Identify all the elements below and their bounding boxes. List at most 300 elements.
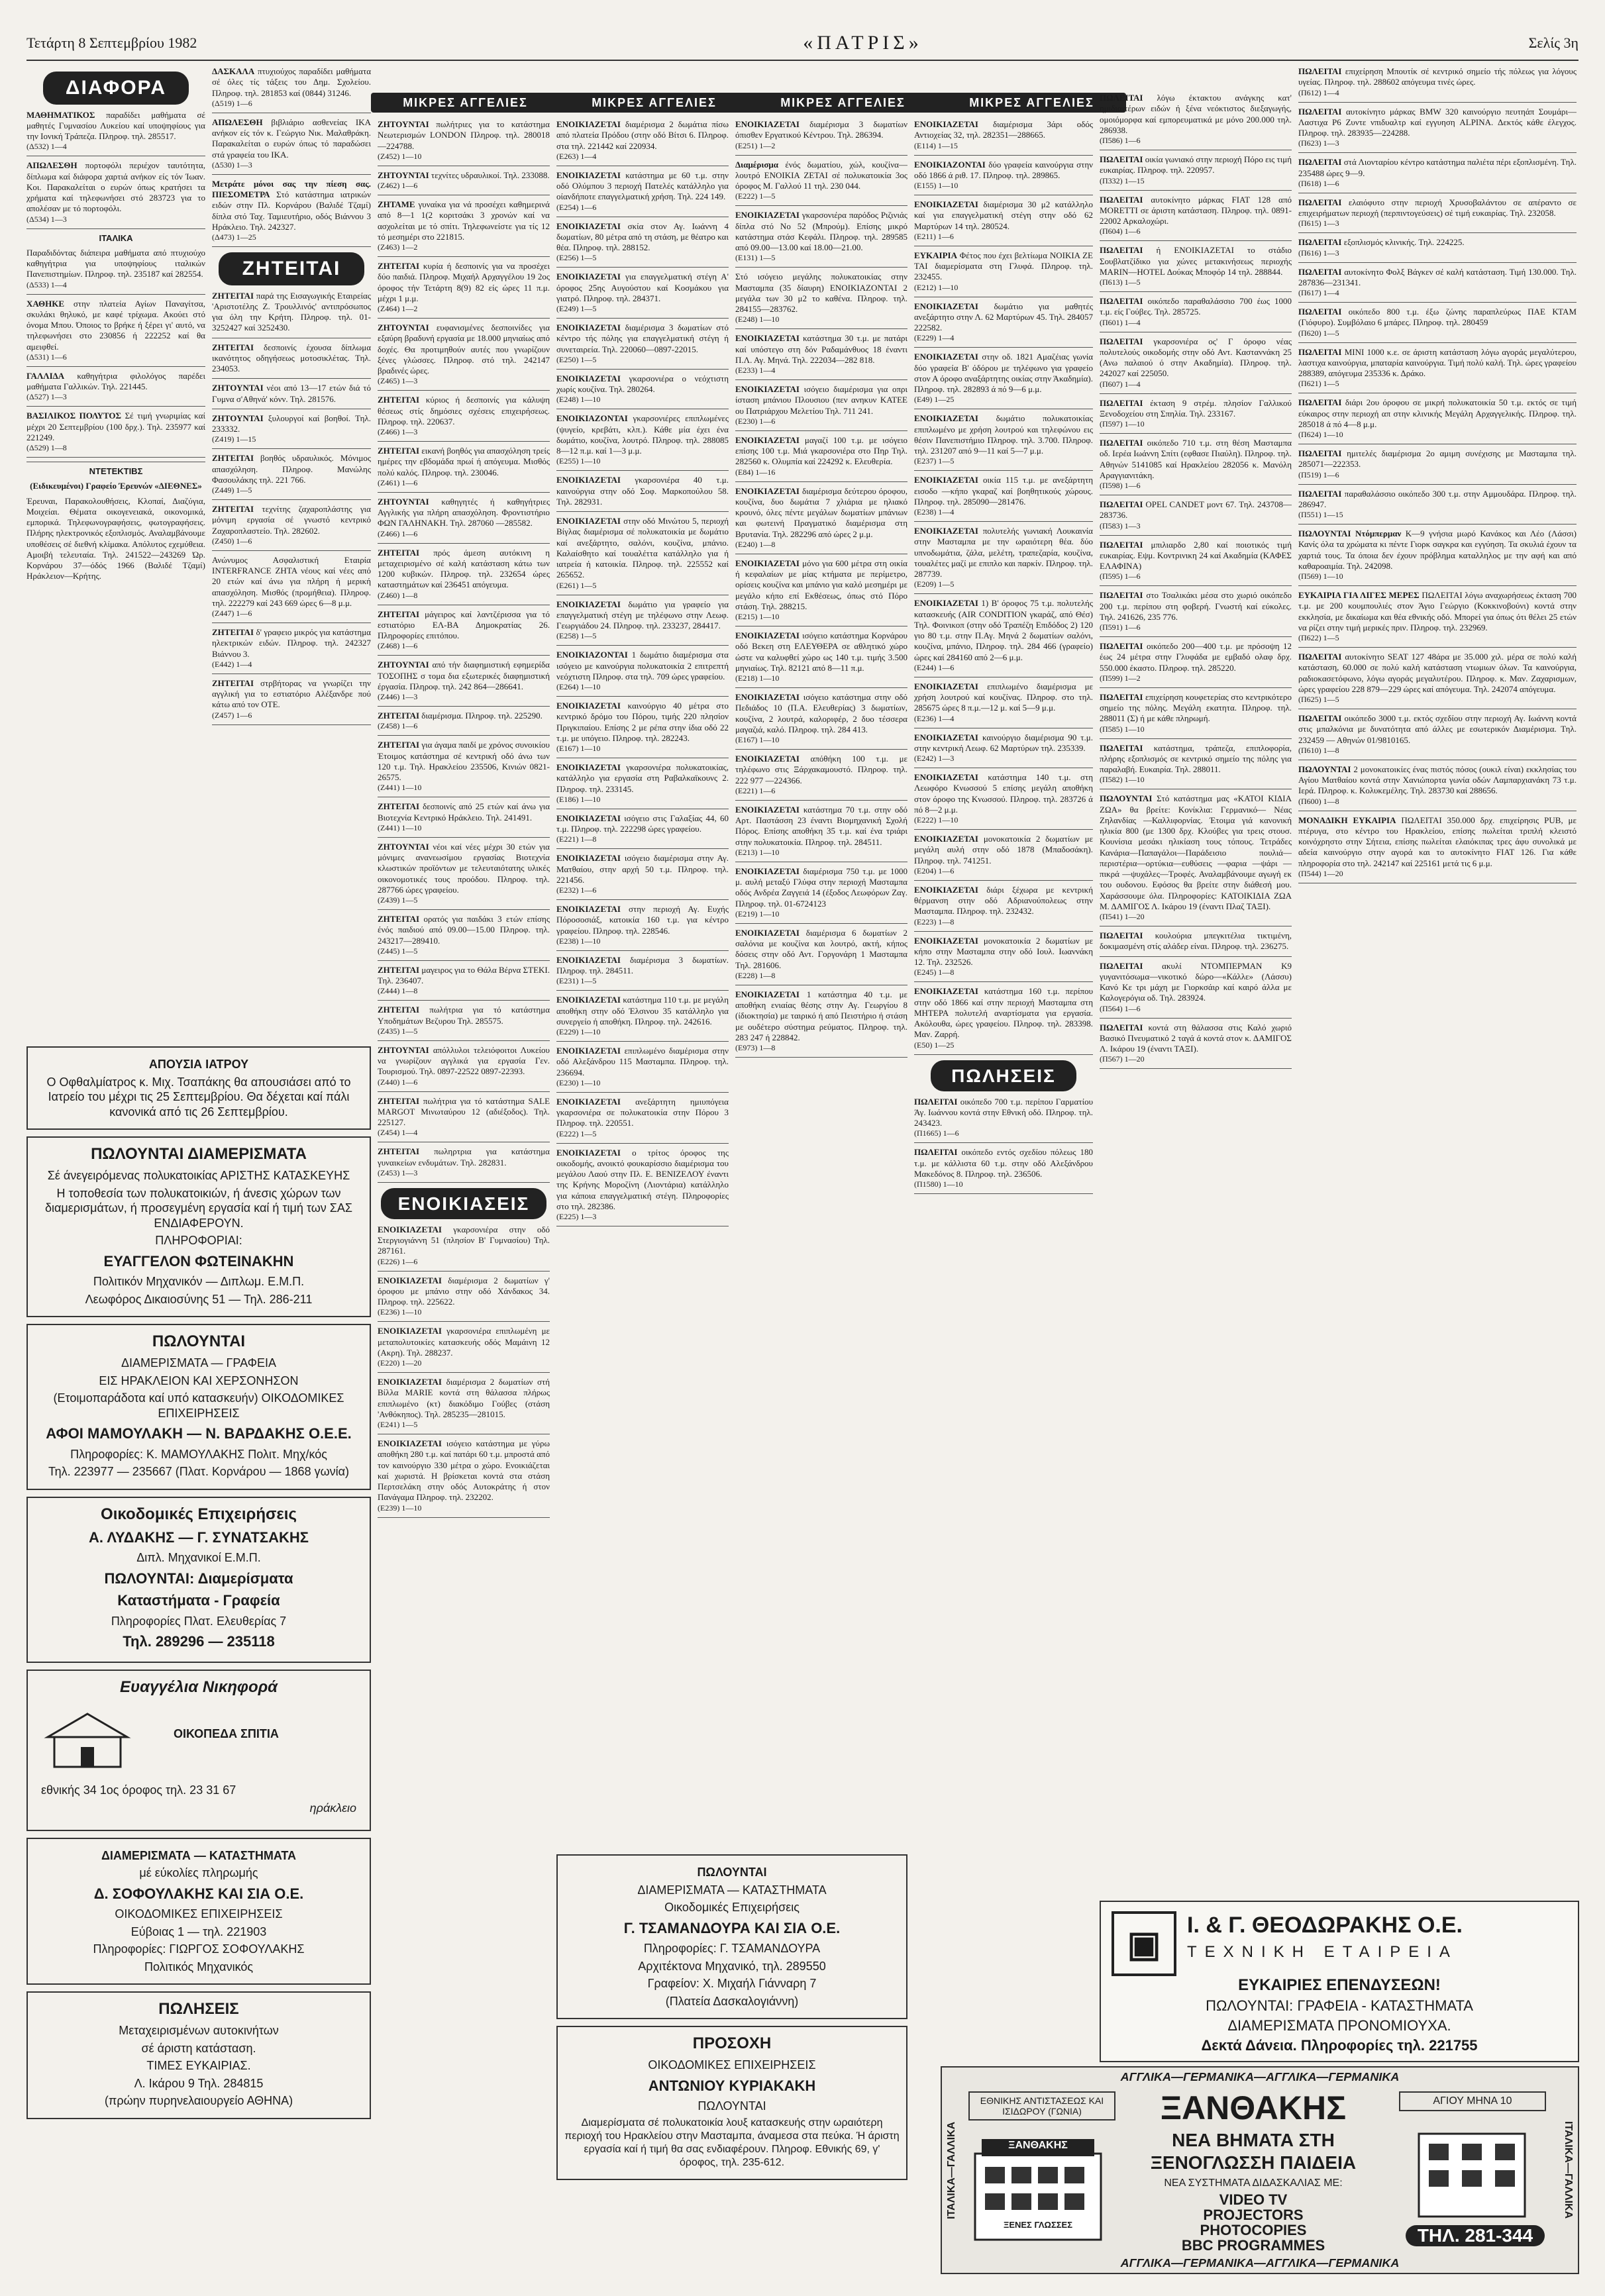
box-line: Τηλ. 289296 — 235118 <box>123 1633 275 1650</box>
classified-ad <box>556 599 729 642</box>
ad-text: κατάστημα 140 τ.μ. στη Λεωφόρο Κνωσσού 5 επίσης μεγάλη αποθήκη στον όροφο της Κνωσσού. Πληροφ. τηλ. 283726 ά πό 8—2 μ.μ. <box>914 772 1093 815</box>
classified-ad <box>914 160 1093 191</box>
ad-code: (Π624) 1—10 <box>1298 430 1343 439</box>
ad-lead: ΕΝΟΙΚΙΑΖΕΤΑΙ <box>378 1377 442 1387</box>
ad-code: (Π332) 1—15 <box>1100 175 1145 185</box>
ad-text: καινούργιο διαμέρισμα 90 τ.μ. στην κεντρική Λεωφ. 62 Μαρτύρων τηλ. 235339. <box>914 732 1093 753</box>
column-5 <box>735 119 907 1841</box>
ad-lead: ΖΗΤΕΙΤΑΙ <box>212 290 254 301</box>
ad-text: γκαρσονιέρα επιπλωμένη με μεταπολυτοικίες κατασκευής οδός Μαμάινη 12 (Ακρη). Τηλ. 288237. <box>378 1326 550 1358</box>
ad-lead: ΖΗΤΕΙΤΑΙ <box>212 453 254 464</box>
ad-lead: ΕΝΟΙΚΙΑΖΕΤΑΙ <box>735 804 800 815</box>
ad-code: (E231) 1—5 <box>556 976 597 986</box>
ad-lead: ΕΝΟΙΚΙΑΖΕΤΑΙ <box>914 598 978 609</box>
ad-text: διαμέρισμα. Πληροφ. τηλ. 225290. <box>421 711 543 721</box>
ad-code: (E236) 1—4 <box>914 713 955 723</box>
ad-text: 1) Β' όροφος 75 τ.μ. πολυτελής κατασκευής (AIR CONDITION γκαράζ, από Θέσ) Τηλ. Φοινικοπ (στην οδό Τραπέζη Επιδόδος 2) 120 γιο 80 τ.μ. στην Π.Αγ. Μηνά 2 δωματίων σαλόνι, κουζίνα, μπάνιο, Πληροφ. τηλ. 284 466 (γραφείο) ώρες καί 284160 από 2—6 μ.μ. <box>914 598 1093 662</box>
box-line: σέ άριστη κατάσταση. <box>141 2041 256 2055</box>
divider <box>914 1142 1093 1143</box>
ad-list <box>26 110 205 229</box>
ad-code: (Π598) 1—6 <box>1100 481 1141 490</box>
ad-code: (Δ530) 1—3 <box>212 160 252 170</box>
ad-text: ακυλί ΝΤΟΜΠΕΡΜΑΝ Κ9 γυγανιτόσωμα—νικοτικό δώρο—«Κάλλε» (Λάσσυ) Κανό Κε τρι μάχη με Γιορκσάιρ καί καιρό άλλα με Καλογερόγια οδ. Τηλ. 283924. <box>1100 960 1292 1003</box>
divider <box>735 481 907 482</box>
classified-ad <box>378 1377 550 1430</box>
classified-ad <box>1100 540 1292 582</box>
address-box: ΑΓΙΟΥ ΜΗΝΑ 10 <box>1399 2091 1546 2111</box>
classified-ad <box>556 853 729 895</box>
ad-line: ΞΕΝΟΓΛΩΣΣΗ ΠΑΙΔΕΙΑ <box>1150 2152 1357 2173</box>
ad-code: (Δ533) 1—4 <box>26 279 67 289</box>
classified-ad <box>1100 195 1292 237</box>
ad-lead: ΖΗΤΕΙΤΑΙ <box>378 914 420 924</box>
ad-text: κατάστημα, τράπεζα, επιπλοφορία, πλήρης εξοπλισμός σε κεντρικό σημείο της πόλης για παραλαβή. Ευκαιρία. Τηλ. 288011. <box>1100 742 1292 774</box>
ad-lead: ΠΩΛΕΙΤΑΙ <box>1100 691 1143 702</box>
building-illustration-icon <box>1406 2121 1538 2220</box>
ad-code: (E236) 1—10 <box>378 1307 422 1317</box>
ad-text: γκαρσονιέρα 40 τ.μ. καινούργια στην οδό Σοφ. Μαρκοπούλου 58. Τηλ. 282931. <box>556 475 729 507</box>
ad-text: ημιτελές διαμέρισμα 2ο αμιμη συνέχισης με Μασταμπα τηλ. 285071—222353. <box>1298 448 1577 470</box>
ad-text: νέοι καί νέες μέχρι 30 ετών για μόνιμες ανανεωσίμου εργασίας Βιοτεχνία κλωστικών προϊόντων με τελευταιότατης υλικές οικονομοτικές τους προόδου. Πληροφ. τηλ. 287766 ώρες γραφείου. <box>378 841 550 895</box>
ad-lead: ΠΩΛΟΥΝΤΑΙ <box>1298 764 1351 774</box>
ad-text: δ' γραφειο μικρός για κατάστημα ηλεκτρικών ειδών. Πληροφ. τηλ. 242327 Βιάννου 3. <box>212 627 371 659</box>
detectives-text: Έρευναι, Παρακολουθήσεις, Κλοπαί, Διαζύγια, Μοιχείαι. Θέματα οικογενειακά, οικονομικά, εμπορικά. Τηλεφωνογραφήσεις, φωτογραφήσεις. Πλήρης ηλεκτρονικός εξοπλισμός. Αναλαμβάνουμε υποθέσεις σέ διεθνή κλίμακα. Απόλυτος εχεμύθεια. Αμοιβή τελευταία. Τηλ. 241522—243269 Ώρ. Κορνάρου 37—όδός 1966 (Βαλιδέ Τζαμί) Ηράκλειον—Κρήτης. <box>26 495 205 581</box>
ad-code: (Π585) 1—10 <box>1100 724 1145 734</box>
divider <box>914 593 1093 594</box>
divider <box>378 492 550 493</box>
company-subtitle: ΤΕΧΝΙΚΗ ΕΤΑΙΡΕΙΑ <box>1187 1943 1458 1961</box>
classified-ad <box>1100 692 1292 734</box>
ad-text: οικόπεδο 800 τ.μ. έξω ζώνης παραπλεύρως ΠΑΕ ΚΤΑΜ (Γιόφυρο). Συμβόλαιο 6 μπάρες. Πληροφ. τηλ. 280459 <box>1298 307 1577 328</box>
divider <box>914 880 1093 881</box>
ad-lead: ΕΝΟΙΚΙΑΖΕΤΑΙ <box>914 986 978 997</box>
ad-text: ισόγειο διαμέρισμα για οπρι ίσταση μπάνιου Πλουσιου (πεν ανηκυν ΚΑΤΕΕ ου Πατριάρχου Μελετίου Τηλ. 711 241. <box>735 384 907 416</box>
divider <box>1100 240 1292 241</box>
ad-code: (E212) 1—10 <box>914 282 958 292</box>
ad-theodorakis <box>1100 1901 1579 2062</box>
ad-lead: ΖΗΤΟΥΝΤΑΙ <box>378 496 429 507</box>
ad-lead: ΠΩΛΟΥΝΤΑΙ <box>1100 793 1153 804</box>
box-title: ΠΩΛΟΥΝΤΑΙ ΔΙΑΜΕΡΙΣΜΑΤΑ <box>91 1145 307 1163</box>
classified-ad <box>735 384 907 426</box>
ad-code: (E213) 1—10 <box>735 847 780 857</box>
divider <box>1298 342 1577 343</box>
box-line: Καταστήματα - Γραφεία <box>117 1592 280 1609</box>
ad-code: (E226) 1—6 <box>378 1256 418 1266</box>
ad-lead: ΕΝΟΙΚΙΑΖΕΤΑΙ <box>735 210 800 221</box>
ad-text: ευφανισμένες δεσποινίδες για εξαύρη βραδυνή εργασία με 18.000 μηνιαίως από δοχές. Θα προτιμηθούν αυτές που γνωρίζουν ξένες γλώσσες. Πληροφ. στό τηλ. 242147 βραδινές ώρες. <box>378 323 550 375</box>
ad-text: παραδίδει μαθήματα σέ μαθητές Γυμνασίου Λυκείου καί υποψηφίους για την Ιονική Τράπεζα. Πληροφ. τηλ. 285517. <box>26 109 205 141</box>
ad-text: διαμέρισμα 3 δωματίων. Πληροφ. τηλ. 284511. <box>556 954 729 975</box>
divider <box>1100 738 1292 739</box>
ad-line: ΠΩΛΟΥΝΤΑΙ: ΓΡΑΦΕΙΑ - ΚΑΤΑΣΤΗΜΑΤΑ <box>1206 1997 1473 2014</box>
ad-code: (E232) 1—6 <box>556 885 597 895</box>
ad-code: (Π616) 1—3 <box>1298 248 1339 258</box>
ad-text: ορατός για παιδάκι 3 ετών επίσης ένός παιδιού από 09.00—15.00 Πληροφ. τηλ. 243217—289410. <box>378 914 550 946</box>
ad-text: οικόπεδο εντός σχεδίου πόλεως 180 τ.μ. με κάλλιστα 60 τ.μ. στην οδό Αλεξάνδρου Μακεδόνος 8. Πληροφ. τηλ. 236506. <box>914 1147 1093 1179</box>
ad-box-sofoulakis <box>26 1838 371 1985</box>
ad-text: καινούργιο 40 μέτρα στο κεντρικό δρόμο του Πόρου, τιμής 220 πλησίον Πριγκιπαίου. Επίσης 2 με ρέπα στην ίδια οδό 22 τ.μ. με υπόγειο. Πληροφ. τηλ. 282243. <box>556 701 729 743</box>
divider <box>556 1041 729 1042</box>
divider <box>378 909 550 910</box>
ad-text: μονοκατοικία 2 δωματίων με μεγάλη αυλή στην οδό 1878 (Μπαδοσάκη). Πληροφ. τηλ. 741251. <box>914 834 1093 866</box>
ad-code: (E245) 1—8 <box>914 968 955 977</box>
ad-text: αυτοκίνητο μάρκας FIAT 128 από MORETTI σε άριστη κατάσταση. Πληροφ. τηλ. 0891-22002 Αρκαλοχώρι. <box>1100 194 1292 226</box>
classified-ad <box>735 435 907 477</box>
building-sign-text: ΞΕΝΕΣ ΓΛΩΣΣΕΣ <box>1003 2220 1073 2230</box>
page-header <box>26 26 1579 61</box>
ad-code: (E222) 1—5 <box>556 1128 597 1138</box>
classified-ad <box>735 692 907 745</box>
strip-label: ΜΙΚΡΕΣ ΑΓΓΕΛΙΕΣ <box>780 95 906 109</box>
ad-text: στρβήτορας να γνωρίζει την αγγλική για το εστιατόριο Αλέξανδρε πού κάτω από τον ΟΤΕ. <box>212 677 371 710</box>
ad-code: (Z466) 1—6 <box>378 528 418 538</box>
ad-lead: ΓΑΛΛΙΔΑ <box>26 370 65 381</box>
ad-code: (E230) 1—10 <box>556 1077 601 1087</box>
ad-text: αυτοκίνητο μάρκας BMW 320 καινούργιο πευτηάπ Σουμάρι—Λαστιχα Ρ6 Ζυντε νπιδυαλτρ καί εγγυηση ALPINA. Δεκτός κάθε έλεγχος. Πληροφ. τηλ. 283935—224288. <box>1298 106 1577 138</box>
divider <box>378 318 550 319</box>
ad-code: (Π615) 1—3 <box>1298 219 1339 228</box>
ad-code: (Π551) 1—15 <box>1298 510 1343 519</box>
ad-lead: ΕΝΟΙΚΙΑΖΕΤΑΙ <box>556 170 621 180</box>
building-sign-text: ΞΑΝΘΑΚΗΣ <box>1008 2140 1068 2151</box>
classified-ad <box>1100 961 1292 1014</box>
divider <box>914 155 1093 156</box>
divider <box>914 470 1093 471</box>
classified-ad <box>212 342 371 375</box>
classified-ad <box>556 955 729 987</box>
ad-code: (E50) 1—25 <box>914 1040 955 1050</box>
column-2 <box>212 66 371 1033</box>
ad-code: (Π621) 1—5 <box>1298 379 1339 389</box>
classified-ad <box>914 986 1093 1050</box>
ad-code: (Δ529) 1—8 <box>26 443 67 452</box>
classified-ad <box>735 989 907 1053</box>
ad-text: Στό ισόγειο μεγάλης πολυκατοικίας στην Μασταμπα (35 δίαυρη) ΕΝΟΙΚΙΑΖΟΝΤΑΙ 2 μεγάλα των 30 μ2 το καθένα. Πληροφ. τηλ. 284155—283762. <box>735 272 907 314</box>
box-line: ΠΩΛΟΥΝΤΑΙ <box>698 2099 766 2113</box>
ad-lead: ΕΝΟΙΚΙΑΖΕΤΑΙ <box>914 199 978 209</box>
classified-ad <box>212 179 371 242</box>
ad-lead: ΕΝΟΙΚΙΑΖΕΤΑΙ <box>735 485 800 496</box>
box-line: Λ. Ικάρου 9 Τηλ. 284815 <box>134 2076 264 2090</box>
ad-box-poliseis <box>26 1991 371 2119</box>
box-line: Α. ΛΥΔΑΚΗΣ — Γ. ΣΥΝΑΤΣΑΚΗΣ <box>89 1528 309 1546</box>
ad-lead: ΖΗΤΕΙΤΑΙ <box>378 740 420 750</box>
classified-ad <box>556 323 729 365</box>
classified-ad <box>1100 398 1292 430</box>
ad-code: (Z458) 1—6 <box>378 721 418 731</box>
divider <box>212 448 371 449</box>
ad-lead: ΠΩΛΕΙΤΑΙ <box>1298 346 1342 357</box>
ad-text: πωληρτρια για κατάστημα γυναικείων ενδυμάτων. Τηλ. 282831. <box>378 1146 550 1168</box>
ad-lead: ΖΗΤΕΙΤΑΙ <box>378 1095 420 1106</box>
ad-list-features <box>1121 2192 1386 2253</box>
classified-ad <box>378 1438 550 1513</box>
ad-lead: ΕΝΟΙΚΙΑΖΕΤΑΙ <box>735 119 800 129</box>
ad-text: ελαιόφυτο στην περιοχή Χρυσοβαλάντου σε απέραντο σε επιχειρήματων περιοχή (περπιντογεύσεις) σέ τιμή ευκαιρίας. Τηλ. 232058. <box>1298 197 1577 218</box>
ad-text: δωμάτιο πολυκατοικίας επιπλωμένο με χρήση λουτρού και τηλεφώνου εις θέσιν Πανεπιστήμιο Πληροφ. τηλ. 3.700. Πληροφ. τηλ. 231207 από 9—11 καί 5—7 μ.μ. <box>914 413 1093 456</box>
ad-text: στην οδό Μινώτου 5, περιοχή Βίγλας διαμέρισμα σέ πολυκατοικία με δωμάτιο καί ανεξάρτητο, σαλόνι, κουζίνα, μπάνιο. Καλαίσθητο καί τουαλέττα κατάλληλο για ή ιατρεία ή κατοικία. Πληροφ. τηλ. 225552 καί 265652. <box>556 516 729 580</box>
ad-code: (Δ534) 1—3 <box>26 214 67 224</box>
ad-text: γκαρσονιέρα στην οδό Στεργιογιάννη 51 (πλησίον Β' Γυμνασίου) Τηλ. 287161. <box>378 1224 550 1256</box>
ad-text: κατάστημα 110 τ.μ. με μεγάλη αποθήκη στην οδό Έλσινου 35 κατάλληλο για συνεργείο ή αποθήκη. Πληροφ. τηλ. 242616. <box>556 995 729 1026</box>
divider <box>1100 956 1292 957</box>
ad-lead: ΖΗΤΟΥΝΤΑΙ <box>378 841 429 852</box>
ad-lead: ΖΗΤΕΙΤΑΙ <box>212 677 254 688</box>
ad-text: παραθαλάσσιο οικόπεδο 300 τ.μ. στην Αμμουδάρα. Πληροφ. τηλ. 286947. <box>1298 488 1577 509</box>
ad-text: διαμέρισμα δεύτερου όροφου, κουζίνα, δυο δωμάτια 7 χλιάρια με ηλιακό κρουνό, όλες πέντε μεγάλων δωματίων μπάνιων και φωτεινή Πραγματικό διαμέρισμα στη Βρυτανία. Τηλ. 282296 από ώρες 2 μ.μ. <box>735 485 907 539</box>
ad-lead: ΠΩΛΕΙΤΑΙ <box>1100 641 1143 651</box>
building-drawing-icon <box>1406 2121 1538 2220</box>
column-4-5-lower <box>556 1848 907 2271</box>
ad-lead: ΖΗΤΕΙΤΑΙ <box>212 504 254 514</box>
box-line: Σέ άνεγειρόμενας πολυκατοικίας ΑΡΙΣΤΗΣ ΚΑΤΑΣΚΕΥΗΣ <box>47 1169 350 1182</box>
strip-label: ΜΙΚΡΕΣ ΑΓΓΕΛΙΕΣ <box>592 95 717 109</box>
ad-code: (E221) 1—8 <box>556 834 597 844</box>
classified-ad <box>1298 652 1577 705</box>
section-banner-diafora: ΔΙΑΦΟΡΑ <box>43 72 189 105</box>
doctor-absence-box <box>26 1046 371 1130</box>
classified-ad <box>1100 590 1292 632</box>
issue-date: Τετάρτη 8 Σεπτεμβρίου 1982 <box>26 34 197 51</box>
ad-code: (Π597) 1—10 <box>1100 419 1145 428</box>
divider <box>1100 291 1292 292</box>
divider <box>26 228 205 229</box>
ad-text: διαμέρισμα 3άρι οδός Αντιοχείας 32, τηλ. 282351—288665. <box>914 119 1093 140</box>
box-line: ΠΛΗΡΟΦΟΡΙΑΙ: <box>155 1234 242 1247</box>
classified-ad <box>378 261 550 314</box>
ad-text: μπιλιαρδο 2,80 καί ποιοτικός τιμή ευκαιρίας. Εψμ. Κοντρινικη 24 καί Ακαδημία (ΚΑΦΕΣ ΕΛΑΦΙΝΑ) <box>1100 539 1292 571</box>
section-banner-zhteitai: ΖΗΤΕΙΤΑΙ <box>219 252 364 285</box>
classified-ad <box>1298 713 1577 756</box>
ad-code: (Π601) 1—4 <box>1100 317 1141 327</box>
ad-box-fotinaki <box>26 1136 371 1317</box>
ad-code: (E220) 1—20 <box>378 1358 422 1368</box>
divider <box>212 499 371 500</box>
ad-list <box>212 291 371 725</box>
ad-lead: ΧΑΘΗΚΕ <box>26 298 65 309</box>
classified-ad <box>378 609 550 652</box>
column-3 <box>378 119 550 2271</box>
box-line: ΔΙΑΜΕΡΙΣΜΑΤΑ — ΚΑΤΑΣΤΗΜΑΤΑ <box>637 1883 827 1897</box>
ad-text: κυρία ή δεσποινίς για να προσέχει δύο παιδιά. Πληροφ. Μιχαήλ Αρχαγγέλου 19 2ος όροφος τήν Τετάρτη 8(9) 82 είς ώρες 11 π.μ. μέχρι 1 μ.μ. <box>378 261 550 303</box>
ad-text: πωλήτρια για τό κατάστημα Υποδημάτων Βεζυρου Τηλ. 285575. <box>378 1005 550 1026</box>
classified-ad <box>212 504 371 546</box>
box-line: Οικοδομικές Επιχειρήσεις <box>664 1901 800 1914</box>
divider <box>556 645 729 646</box>
divider <box>378 837 550 838</box>
ad-box-kyriakaki <box>556 2026 907 2180</box>
ad-code: (E49) 1—25 <box>914 395 955 405</box>
ad-code: (Z457) 1—6 <box>212 710 252 720</box>
ad-code: (Π607) 1—4 <box>1100 379 1141 389</box>
classified-ad <box>212 453 371 495</box>
ad-line: ΝΕΑ ΣΥΣΤΗΜΑΤΑ ΔΙΔΑΣΚΑΛΙΑΣ ΜΕ: <box>1164 2177 1343 2189</box>
divider <box>556 318 729 319</box>
divider <box>378 1091 550 1092</box>
classified-ad <box>378 170 550 191</box>
ad-text: κατάστημα με 60 τ.μ. στην οδό Ολύμπου 3 περιοχή Πατελές κατάλληλο για οίανδήποτε επαγγελματική χρήση. Τηλ. 224 149. <box>556 170 729 202</box>
classified-ad <box>1298 107 1577 149</box>
ad-lead: ΑΠΩΛΕΣΘΗ <box>212 117 263 127</box>
ad-line: ΔΙΑΜΕΡΙΣΜΑΤΑ ΠΡΟΝΟΜΙΟΥΧΑ. <box>1227 2017 1451 2034</box>
classified-ad <box>212 555 371 619</box>
ad-line: ΝΕΑ ΒΗΜΑΤΑ ΣΤΗ <box>1172 2130 1335 2150</box>
ad-code: (E228) 1—8 <box>735 970 776 980</box>
ad-code: (E84) 1—16 <box>735 467 776 477</box>
ad-lead: ΕΝΟΙΚΙΑΖΕΤΑΙ <box>556 516 621 526</box>
divider <box>735 267 907 268</box>
box-line: Τηλ. 223977 — 235667 (Πλατ. Κορνάρου — 1868 γωνία) <box>48 1465 350 1478</box>
classified-ad <box>212 117 371 170</box>
ad-lead: ΕΝΟΙΚΙΑΖΕΤΑΙ <box>914 475 978 485</box>
ad-lead: ΖΗΤΟΥΝΤΑΙ <box>378 323 429 332</box>
ad-code: (Π541) 1—20 <box>1100 912 1145 921</box>
box-name: ΑΝΤΩΝΙΟΥ ΚΥΡΙΑΚΑΚΗ <box>648 2077 816 2094</box>
ad-lead: ΕΝΟΙΚΙΑΖΕΤΑΙ <box>556 221 621 231</box>
ad-code: (E229) 1—4 <box>914 333 955 343</box>
ad-code: (Z465) 1—3 <box>378 376 418 386</box>
divider <box>556 470 729 471</box>
detectives-title: ΝΤΕΤΕΚΤΙΒΣ <box>89 466 143 476</box>
box-line: εθνικής 34 1ος όροφος τηλ. 23 31 67 <box>41 1783 236 1797</box>
divider <box>1100 535 1292 536</box>
ad-code: (E167) 1—10 <box>735 735 780 744</box>
divider <box>914 829 1093 830</box>
divider <box>378 441 550 442</box>
classified-ad <box>212 66 371 109</box>
ad-code: (Π599) 1—2 <box>1100 673 1141 683</box>
ad-text: ένός δωματίου, χώλ, κουζίνα—λουτρό ΕΝΟΙΚΙΑ ΖΕΤΑΙ σέ πολυκατοικία 3ος όροφος Μ. Γαλλού 11 τηλ. 230 044. <box>735 159 907 191</box>
ad-lead: ΕΝΟΙΚΙΑΖΕΤΑΙ <box>556 1096 621 1107</box>
classified-ad <box>556 762 729 805</box>
divider <box>914 521 1093 522</box>
ad-text: δεσποινίς από 25 ετών καί άνω για Βιοτεχνία Κεντρικό Ηράκλειο. Τηλ. 241491. <box>378 801 550 823</box>
ad-code: (Π595) 1—6 <box>1100 572 1141 581</box>
ad-lead: ΖΗΤΟΥΝΤΑΙ <box>378 660 429 670</box>
ad-code: (Z440) 1—6 <box>378 1077 418 1087</box>
ad-code: (E186) 1—10 <box>556 794 601 804</box>
ad-text: δύο γραφεία καινούργια στην οδό 1866 ά ριθ. 17. Πληροφ. τηλ. 289865. <box>914 159 1093 180</box>
section-banner-enoikiaseis: ΕΝΟΙΚΙΑΣΕΙΣ <box>381 1188 546 1219</box>
ad-lead: ΕΝΟΙΚΙΑΖΕΤΑΙ <box>556 853 621 864</box>
ad-lead: ΠΩΛΕΙΤΑΙ <box>1100 1022 1143 1032</box>
classified-ad <box>378 446 550 488</box>
ad-code: (Π569) 1—10 <box>1298 572 1343 581</box>
ad-code: (Π618) 1—6 <box>1298 178 1339 188</box>
ad-text: παρά της Εισαγωγικής Εταιρείας 'Αριστοτέλης Ζ. Τρουλλινός' αντιπρόσωπος για όλη την Κρήτη. Πληροφ. τηλ. 01-3252427 καί 3252430. <box>212 290 371 333</box>
classified-ad <box>556 516 729 591</box>
box-line: Πληροφορίες: Κ. ΜΑΜΟΥΛΑΚΗΣ Πολιτ. Μηχ/κός <box>70 1447 327 1461</box>
divider <box>1298 647 1577 648</box>
box-line: ΟΙΚΟΠΕΔΑ ΣΠΙΤΙΑ <box>174 1726 279 1740</box>
ad-lead: ΕΝΟΙΚΙΑΖΕΤΑΙ <box>914 772 978 782</box>
classified-ad <box>914 413 1093 466</box>
frame-text-bottom: ΑΓΓΛΙΚΑ—ΓΕΡΜΑΝΙΚΑ—ΑΓΓΛΙΚΑ—ΓΕΡΜΑΝΙΚΑ <box>1120 2256 1400 2270</box>
ad-text: γκαρσονιέρα παρόδος Ριζινιάς δίπλα στό Νο 52 (Μπρούμ). Επίσης μικρό κατάστημα στάσ Κεφάλι. Πληροφ. τηλ. 289585 από 09.00—13.00 καί 18.00—21.00. <box>735 210 907 252</box>
ad-text: ΠΩΛΕΙΤΑΙ λόγω αναχωρήσεως έκταση 700 τ.μ. με 200 κουμπουλιές στον Άγιο Γεώργιο (Κοκκινοβούνι) κοντά στην εκκλησία, με δικαίωμα και θέα εθνικής οδό. Μπορεί για όπως ότι θέλει 25 ετών να ρίζει στην τιμή μερικές πριν. Πληροφ. τηλ. 232969. <box>1298 590 1577 632</box>
ad-lead: ΕΝΟΙΚΙΑΖΕΤΑΙ <box>914 526 978 536</box>
classified-ad <box>1298 347 1577 389</box>
ad-lead: ΠΩΛΕΙΤΑΙ <box>1100 397 1143 408</box>
ad-lead: ΕΝΟΙΚΙΑΖΕΤΑΙ <box>556 701 621 711</box>
ad-text: επιχείρηση Μπουτίκ σέ κεντρικό σημείο τής πόλεως για λόγους υγείας. Πληροφ. τηλ. 288602 απόγευμα τινές ώρες. <box>1298 66 1577 87</box>
classified-ad <box>1100 438 1292 491</box>
ad-text: μονοκατοικία 2 δωματίων με κήπο στην Μασταμπα στην οδό Ιουλ. Ιωαννάκη 12. Τηλ. 232526. <box>914 935 1093 967</box>
box-line: Διπλ. Μηχανικοί Ε.Μ.Π. <box>136 1551 261 1564</box>
ad-lead: ΖΗΤΟΥΝΤΑΙ <box>378 170 429 180</box>
divider <box>1298 484 1577 485</box>
ad-text: οικόπεδο 700 τ.μ. περίπου Γαρματίου Άγ. Ιωάννου κοντά στην Εθνική οδό. Πληροφ. τηλ. 243423. <box>914 1096 1093 1128</box>
box-line: Πληροφορίες: ΓΙΩΡΓΟΣ ΣΟΦΟΥΛΑΚΗΣ <box>93 1942 305 1956</box>
classified-ad <box>914 772 1093 825</box>
ad-lead: ΠΩΛΕΙΤΑΙ <box>1298 488 1342 499</box>
ad-lead: ΕΝΟΙΚΙΑΖΕΤΑΙ <box>735 434 800 445</box>
classified-ad <box>378 1326 550 1368</box>
divider <box>378 1182 550 1183</box>
ad-text: MINI 1000 κ.ε. σε άριστη κατάσταση λόγω αγοράς μεγαλύτερου, λαστιχα καινούργια, μπαταρία καινούργια. Τιμή πολύ καλή. Τηλ. ώρες γραφείου 288389, απόγευμα 235336 κ. Δράκο. <box>1298 346 1577 378</box>
divider <box>735 1057 907 1058</box>
ad-text: οικόπεδο 200—400 τ.μ. με πρόσοψη 12 έως 24 μέτρα στην Γλυφάδα με εμβαδό ολαφ δρχ. 550.000 έκαστο. Πληροφ. τηλ. 285220. <box>1100 641 1292 673</box>
ad-lead: ΠΩΛΕΙΤΑΙ <box>1298 307 1342 317</box>
ad-code: (E249) 1—5 <box>556 304 597 313</box>
section-title-italika: ΙΤΑΛΙΚΑ <box>99 232 133 243</box>
ad-code: (E263) 1—4 <box>556 151 597 161</box>
newspaper-masthead: «ΠΑΤΡΙΣ» <box>803 32 923 54</box>
ad-lead: ΔΑΣΚΑΛΑ <box>212 66 255 76</box>
ad-code: (Π1665) 1—6 <box>914 1128 959 1138</box>
ad-code: (E131) 1—5 <box>735 253 776 263</box>
divider <box>735 687 907 688</box>
ad-code: (Π586) 1—6 <box>1100 136 1141 145</box>
classified-ad <box>1298 267 1577 299</box>
box-line: (Πλατεία Δασκαλογιάννη) <box>665 1994 799 2008</box>
divider <box>1100 1018 1292 1019</box>
ad-code: (E238) 1—4 <box>914 507 955 517</box>
divider <box>556 848 729 849</box>
divider <box>556 1092 729 1093</box>
ad-lead: ΠΩΛΕΙΤΑΙ <box>1298 157 1342 168</box>
feature-item: BBC PROGRAMMES <box>1181 2237 1325 2254</box>
ad-code: (Z462) 1—6 <box>378 181 418 190</box>
ad-code: (Π567) 1—20 <box>1100 1054 1145 1064</box>
ad-text: διαμέρισμα 2 δωμάτια πίσω από πλατεία Πρόδου (στην οδό Βίτσι 6. Πληροφ. στα τηλ. 221442 καί 220934. <box>556 119 729 151</box>
ad-list <box>26 248 205 458</box>
ad-code: (Δ473) 1—25 <box>212 232 256 242</box>
ad-code: (Π582) 1—10 <box>1100 775 1145 785</box>
strip-label: ΜΙΚΡΕΣ ΑΓΓΕΛΙΕΣ <box>403 95 528 109</box>
ad-lead: ΠΩΛΕΙΤΑΙ <box>1100 438 1143 448</box>
ad-lead: ΕΝΟΙΚΙΑΖΕΤΑΙ <box>556 272 621 282</box>
ad-lead: ΕΝΟΙΚΙΑΖΕΤΑΙ <box>914 413 978 424</box>
divider <box>914 981 1093 982</box>
classified-ad <box>914 834 1093 876</box>
school-name: ΞΑΝΘΑΚΗΣ <box>1160 2089 1347 2126</box>
classified-ad <box>378 1005 550 1036</box>
ad-lead: ΕΝΟΙΚΙΑΖΕΤΑΙ <box>556 323 621 332</box>
classified-ad <box>26 299 205 362</box>
ad-lead: ΠΩΛΕΙΤΑΙ <box>1298 713 1342 723</box>
ad-text: βοηθός υδραυλικός. Μόνιμος απασχόληση. Πληροφ. Μανώλης Φασουλάκης τηλ. 221 766. <box>212 453 371 485</box>
ad-lead: ΠΩΛΕΙΤΑΙ <box>1298 266 1342 277</box>
classified-ad <box>212 291 371 334</box>
ad-lead: ΖΗΤΕΙΤΑΙ <box>212 627 254 637</box>
ad-text: επιπλωμένο διαμέρισμα στην οδό Αλεξάνδρου 115 Μασταμπα. Πληροφ. τηλ. 236694. <box>556 1046 729 1077</box>
ad-code: (E223) 1—8 <box>914 917 955 926</box>
ad-lead: ΠΩΛΕΙΤΑΙ <box>1298 237 1342 248</box>
divider <box>914 1193 1093 1194</box>
section-banner-poliseis: ΠΩΛΗΣΕΙΣ <box>931 1060 1076 1091</box>
